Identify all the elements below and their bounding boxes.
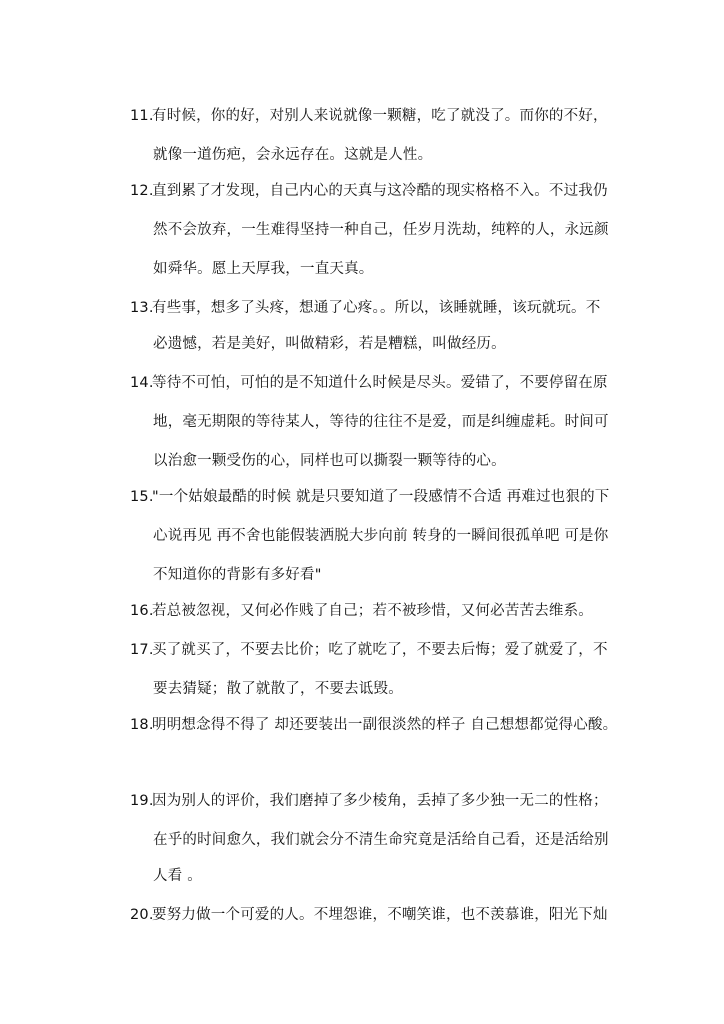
item-text: 然不会放弃，一生难得坚持一种自己，任岁月洗劫，纯粹的人，永远颜 [153, 222, 609, 238]
list-item-11-line-2 [153, 145, 432, 165]
item-text: 必遗憾，若是美好，叫做精彩，若是糟糕，叫做经历。 [153, 336, 506, 352]
item-text: 明明想念得不得了 却还要装出一副很淡然的样子 自己想想都觉得心酸。 [152, 717, 618, 733]
list-item-19-line-1 [130, 791, 608, 811]
list-item-12-line-1 [130, 181, 608, 201]
item-number: 12. [130, 183, 154, 199]
list-item-19-line-3 [153, 866, 202, 886]
list-item-13-line-2 [153, 334, 506, 354]
list-item-15-line-2 [153, 526, 608, 546]
list-item-14-line-2 [153, 412, 609, 432]
list-item-12-line-3 [153, 259, 374, 279]
item-text: 如舜华。愿上天厚我，一直天真。 [153, 261, 374, 277]
list-item-17-line-2 [153, 679, 403, 699]
list-item-14-line-3 [153, 451, 506, 471]
item-text: 在乎的时间愈久，我们就会分不清生命究竟是活给自己看，还是活给别 [153, 832, 609, 848]
item-text: 心说再见 再不舍也能假装洒脱大步向前 转身的一瞬间很孤单吧 可是你 [153, 528, 609, 544]
list-item-17-line-1 [130, 640, 608, 660]
item-text: 不知道你的背影有多好看" [153, 567, 322, 583]
list-item-19-line-2 [153, 830, 609, 850]
item-number: 14. [130, 375, 154, 391]
item-text: 就像一道伤疤，会永远存在。这就是人性。 [153, 147, 433, 163]
item-number: 20. [130, 907, 154, 923]
list-item-13-line-1 [130, 298, 600, 318]
item-text: 买了就买了，不要去比价；吃了就吃了，不要去后悔；爱了就爱了，不 [152, 642, 608, 658]
item-text: 有些事，想多了头疼，想通了心疼。。所以，该睡就睡，该玩就玩。不 [152, 300, 601, 316]
item-text: "一个姑娘最酷的时候 就是只要知道了一段感情不合适 再难过也狠的下 [152, 489, 610, 505]
item-number: 15. [130, 489, 154, 505]
list-item-20-line-1 [130, 905, 608, 925]
item-text: 若总被忽视，又何必作贱了自己；若不被珍惜，又何必苦苦去维系。 [152, 603, 593, 619]
item-text: 有时候，你的好，对别人来说就像一颗糖，吃了就没了。而你的不好， [152, 108, 608, 124]
item-number: 13. [130, 300, 154, 316]
item-text: 因为别人的评价，我们磨掉了多少棱角，丢掉了多少独一无二的性格； [152, 793, 608, 809]
item-number: 11. [130, 108, 154, 124]
item-text: 要去猜疑；散了就散了，不要去诋毁。 [153, 681, 403, 697]
list-item-18-line-1 [130, 715, 617, 735]
item-text: 等待不可怕，可怕的是不知道什么时候是尽头。爱错了，不要停留在原 [152, 375, 608, 391]
item-number: 16. [130, 603, 154, 619]
list-item-11-line-1 [130, 106, 608, 126]
item-number: 18. [130, 717, 154, 733]
item-number: 19. [130, 793, 154, 809]
item-text: 要努力做一个可爱的人。不埋怨谁，不嘲笑谁，也不羡慕谁，阳光下灿 [152, 907, 608, 923]
item-number: 17. [130, 642, 154, 658]
list-item-15-line-1 [130, 487, 610, 507]
list-item-16-line-1 [130, 601, 593, 621]
list-item-14-line-1 [130, 373, 608, 393]
item-text: 地，毫无期限的等待某人，等待的往往不是爱，而是纠缠虚耗。时间可 [153, 414, 609, 430]
item-text: 以治愈一颗受伤的心，同样也可以撕裂一颗等待的心。 [153, 453, 506, 469]
item-text: 人看 。 [153, 868, 202, 884]
list-item-12-line-2 [153, 220, 609, 240]
item-text: 直到累了才发现，自己内心的天真与这冷酷的现实格格不入。不过我仍 [152, 183, 608, 199]
list-item-15-line-3 [153, 565, 322, 585]
